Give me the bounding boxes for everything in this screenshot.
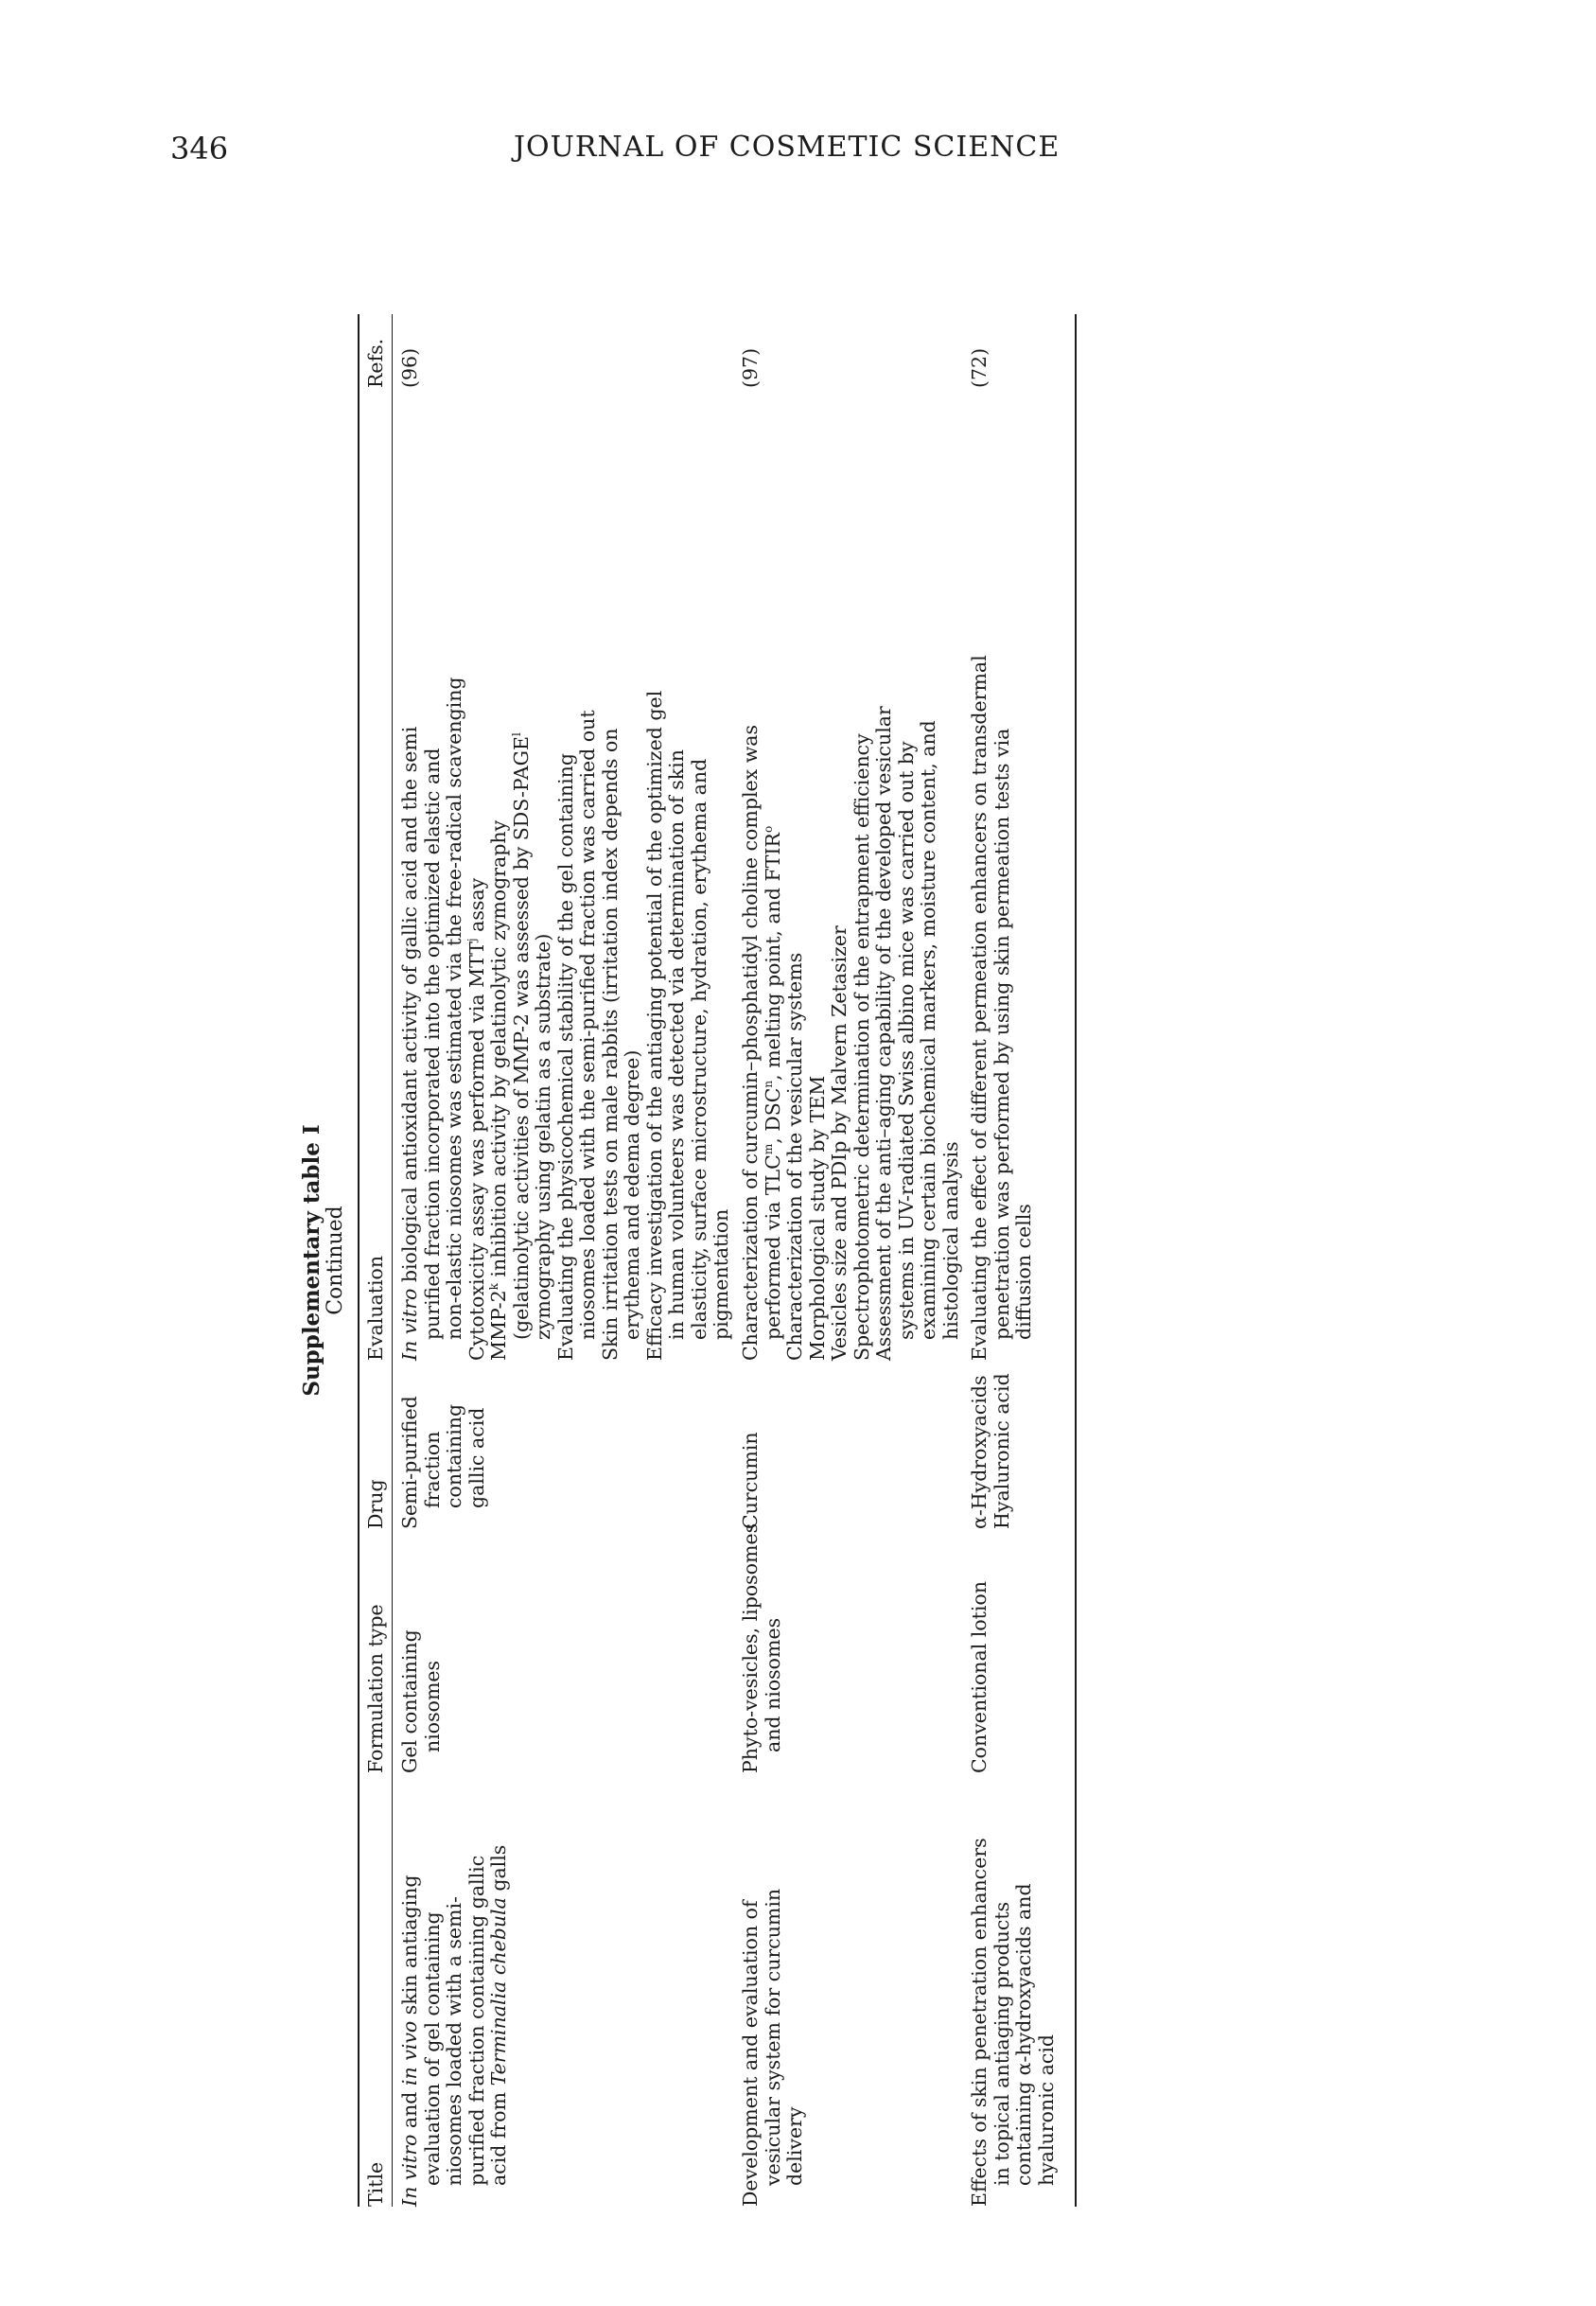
title-line: evaluation of gel containing [420, 1911, 444, 2186]
drug-line: Semi-purified [398, 1396, 421, 1529]
title-line: purified fraction containing gallic [465, 1855, 488, 2186]
row-formulation [969, 1537, 991, 1773]
row-evaluation [740, 400, 962, 1361]
evaluation-line: Evaluating the physicochemical stability of the gel containing [553, 753, 577, 1361]
evaluation-line: Characterization of the vesicular systems [783, 952, 806, 1361]
evaluation-line: Assessment of the anti–aging capability of the developed vesicular [872, 706, 895, 1361]
evaluation-line: Vesicles size and PDIp by Malvern Zetasizer [828, 925, 851, 1361]
evaluation-line: systems in UV-radiated Swiss albino mice was carried out by [894, 741, 918, 1340]
drug-line: Hyaluronic acid [990, 1373, 1013, 1529]
row-drug [969, 1368, 1013, 1529]
evaluation-line: in human volunteers was detected via determination of skin [665, 749, 688, 1340]
evaluation-line: performed via TLC$^m$, DSC$^n$, melting point, and FTIR$^o$ [761, 825, 784, 1340]
header-evaluation: Evaluation [364, 1255, 387, 1361]
drug-line: containing [443, 1403, 465, 1508]
evaluation-line: Skin irritation tests on male rabbits (irritation index depends on [598, 728, 622, 1361]
drug-line: fraction [420, 1431, 444, 1508]
evaluation-line: diffusion cells [1012, 1204, 1035, 1340]
evaluation-line: MMP-2$^k$ inhibition activity by gelatinolytic zymography [487, 819, 510, 1361]
formulation-line: niosomes [420, 1660, 444, 1752]
title-line: Development and evaluation of [739, 1900, 762, 2207]
title-line: in topical antiaging products [990, 1901, 1013, 2186]
row-drug [740, 1368, 763, 1529]
evaluation-line: Morphological study by TEM [805, 1075, 829, 1361]
row-ref: (96) [398, 347, 421, 388]
evaluation-line: niosomes loaded with the semi-purified fraction was carried out [576, 710, 599, 1340]
evaluation-line: Cytotoxicity assay was performed via MTT$^j$ assay [465, 877, 488, 1361]
evaluation-line: purified fraction incorporated into the optimized elastic and [420, 748, 444, 1340]
evaluation-line: In vitro biological antioxidant activity of gallic acid and the semi [398, 726, 421, 1361]
title-line: niosomes loaded with a semi- [443, 1896, 465, 2186]
header-formulation: Formulation type [364, 1604, 387, 1773]
table-bottom-rule [1075, 314, 1077, 2207]
evaluation-line: Evaluating the effect of different permeation enhancers on transdermal [968, 655, 991, 1361]
drug-line: gallic acid [465, 1407, 488, 1508]
evaluation-line: non-elastic niosomes was estimated via the free-radical scavenging [443, 677, 465, 1340]
table-top-rule [358, 314, 360, 2207]
header-drug: Drug [364, 1479, 387, 1529]
header-title: Title [364, 2161, 387, 2207]
evaluation-line: histological analysis [938, 1141, 962, 1340]
row-formulation [739, 1523, 784, 1773]
row-title [399, 1781, 511, 2207]
running-head: JOURNAL OF COSMETIC SCIENCE [514, 131, 1061, 164]
formulation-line: Phyto-vesicles, liposomes [739, 1523, 762, 1773]
header-refs: Refs. [364, 338, 387, 388]
row-formulation [399, 1537, 444, 1773]
title-line: In vitro and in vivo skin antiaging [398, 1875, 421, 2207]
drug-line: α-Hydroxyacids [968, 1375, 991, 1529]
evaluation-line: elasticity, surface microstructure, hydration, erythema and [687, 758, 710, 1340]
row-ref: (97) [739, 347, 762, 388]
title-line: vesicular system for curcumin [761, 1888, 784, 2186]
title-line: containing α-hydroxyacids and [1012, 1883, 1035, 2186]
title-line: hyaluronic acid [1034, 2033, 1058, 2186]
row-title [740, 1781, 807, 2207]
title-line: acid from Terminalia chebula galls [487, 1844, 510, 2186]
row-evaluation [969, 400, 1036, 1361]
formulation-line: and niosomes [761, 1617, 784, 1752]
evaluation-line: erythema and edema degree) [621, 1049, 643, 1340]
formulation-line: Conventional lotion [968, 1580, 991, 1773]
row-evaluation [399, 400, 733, 1361]
formulation-line: Gel containing [398, 1629, 421, 1773]
table-subtitle: Continued [324, 1206, 347, 1315]
evaluation-line: examining certain biochemical markers, moisture content, and [917, 720, 939, 1340]
title-line: delivery [783, 2106, 806, 2186]
table-title: Supplementary table I [299, 1124, 324, 1397]
title-line: Effects of skin penetration enhancers [968, 1838, 991, 2207]
evaluation-line: Efficacy investigation of the antiaging potential of the optimized gel [642, 690, 666, 1361]
rotated-table [301, 314, 1569, 2207]
row-ref: (72) [968, 347, 991, 388]
row-title [969, 1781, 1058, 2207]
evaluation-line: Spectrophotometric determination of the entrapment efficiency [850, 733, 873, 1361]
evaluation-line: Characterization of curcumin–phosphatidyl choline complex was [739, 724, 762, 1361]
evaluation-line: (gelatinolytic activities of MMP-2 was assessed by SDS-PAGE$^l$ [509, 732, 533, 1340]
row-drug [399, 1368, 488, 1529]
evaluation-line: zymography using gelatin as a substrate) [532, 933, 554, 1340]
table-header-rule [392, 314, 393, 2207]
evaluation-line: penetration was performed by using skin permeation tests via [990, 728, 1013, 1340]
drug-line: Curcumin [739, 1432, 762, 1529]
evaluation-line: pigmentation [710, 1208, 732, 1340]
page-number: 346 [170, 131, 229, 167]
